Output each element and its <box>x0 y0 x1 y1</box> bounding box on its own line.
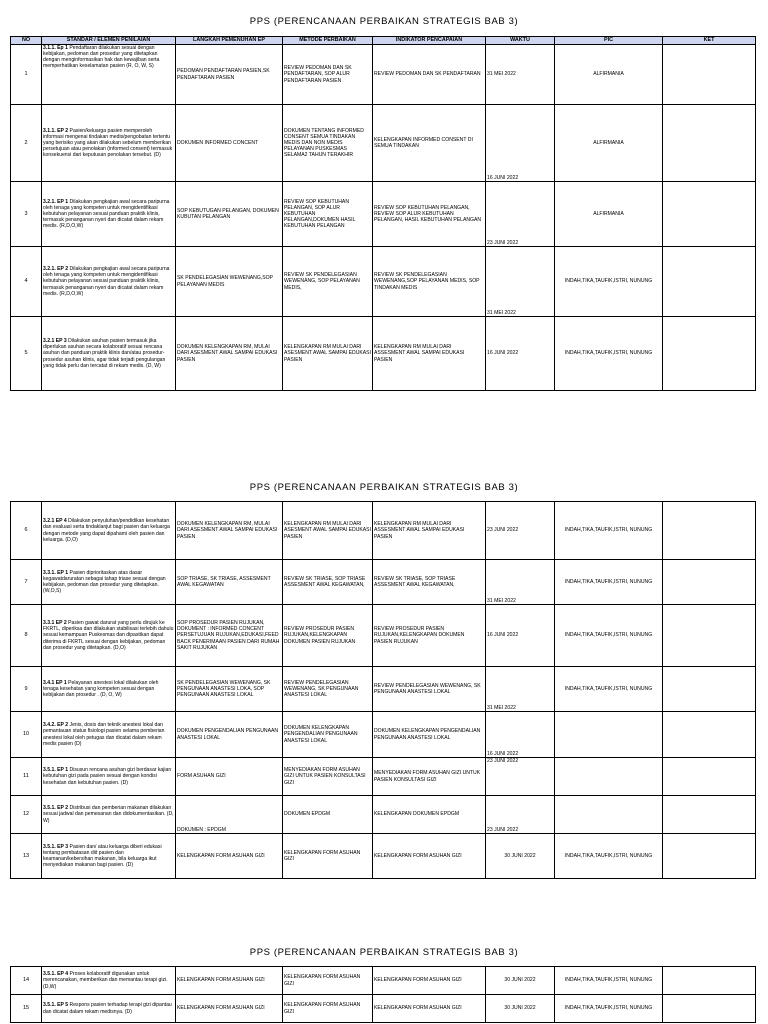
langkah-cell: KELENGKAPAN FORM ASUHAN GIZI <box>176 995 283 1023</box>
pic-cell: INDAH,TIKA,TAUFIK,ISTRI, NUNUNG <box>555 502 663 560</box>
indikator-cell: KELENGKAPAN FORM ASUHAN GIZI <box>373 967 486 995</box>
row-no: 6 <box>11 502 42 560</box>
waktu-cell: 23 JUNI 2022 <box>486 796 555 834</box>
ep-code: 3.5.1. EP 3 <box>43 843 69 850</box>
standar-cell <box>42 967 176 995</box>
ket-cell <box>663 605 756 667</box>
standar-cell <box>42 560 176 605</box>
pic-cell: INDAH,TIKA,TAUFIK,ISTRI, NUNUNG <box>555 605 663 667</box>
ep-code: 3.5.1. EP 4 <box>43 971 69 978</box>
row-no: 8 <box>11 605 42 667</box>
ep-text: Dilakukan pengkajian awal secara paripurna oleh tenaga yang kompeten untuk mengidentifikasi kebutuhan pelayanan sesuai panduan praktik klinis, termasuk penanganan nyeri dan dicatat dalam rekam medis. (R,D,O,W) <box>43 266 170 297</box>
ket-cell <box>663 995 756 1023</box>
langkah-cell: DOKUMEN INFORMED CONCENT <box>176 105 283 182</box>
waktu-cell: 16 JUNI 2022 <box>486 605 555 667</box>
col-header-ket: KET <box>663 37 756 45</box>
table-header-row <box>11 37 756 45</box>
indikator-cell: KELENGKAPAN FORM ASUHAN GIZI <box>373 995 486 1023</box>
ep-text: Respons pasien terhadap terapi gizi dipantau dan dicatat dalam rekam medisnya. (D) <box>43 1002 172 1015</box>
indikator-cell: KELENGKAPAN RM MULAI DARI ASSESMENT AWAL SAMPAI EDUKASI PASIEN <box>373 317 486 391</box>
metode-cell: KELENGKAPAN RM MULAI DARI ASESMENT AWAL SAMPAI EDUKASI PASIEN <box>283 317 373 391</box>
ep-code: 3.5.1. EP 5 <box>43 1002 69 1009</box>
pic-cell: INDAH,TIKA,TAUFIK,ISTRI, NUNUNG <box>555 995 663 1023</box>
pic-cell: INDAH,TIKA,TAUFIK,ISTRI, NUNUNG <box>555 834 663 879</box>
page-title: PPS (PERENCANAAN PERBAIKAN STRATEGIS BAB 3) <box>249 16 519 27</box>
langkah-cell: DOKUMEN KELENGKAPAN RM, MULAI DARI ASESMENT AWAL SAMPAI EDUKASI PASIEN <box>176 317 283 391</box>
ep-code: 3.4.1 EP 1 <box>43 679 67 686</box>
table-row <box>11 796 756 834</box>
metode-cell: DOKUMEN KELENGKAPAN PENGENDALIAN PENGUNAAN ANASTESI LOKAL <box>283 712 373 758</box>
standar-cell <box>42 758 176 796</box>
waktu-cell: 31 MEI 2022 <box>486 247 555 317</box>
metode-cell: REVIEW PROSEDUR PASIEN RUJUKAN,KELENGKAPAN DOKUMEN PASIEN RUJUKAN <box>283 605 373 667</box>
langkah-cell: SOP KEBUTUGAN PELANGAN, DOKUMEN KUBUTAN PELANGAN <box>176 182 283 247</box>
row-no: 5 <box>11 317 42 391</box>
metode-cell: REVIEW SK TRIASE, SOP TRIASE ASSESMENT AWAL KEGAWATAN, <box>283 560 373 605</box>
row-no: 4 <box>11 247 42 317</box>
waktu-cell: 31 MEI 2022 <box>486 45 555 105</box>
pic-cell: INDAH,TIKA,TAUFIK,ISTRI, NUNUNG <box>555 247 663 317</box>
langkah-cell: SK PENDELEGASIAN WEWENANG,SOP PELAYANAN MEDIS <box>176 247 283 317</box>
standar-cell <box>42 247 176 317</box>
pic-cell <box>555 796 663 834</box>
indikator-cell: KELENGKAPAN RM MULAI DARI ASSESMENT AWAL SAMPAI EDUKASI PASIEN <box>373 502 486 560</box>
standar-cell <box>42 605 176 667</box>
col-header-indikator: INDIKATOR PENCAPAIAN <box>373 37 486 45</box>
indikator-cell: KELENGKAPAN DOKUMEN EPDGM <box>373 796 486 834</box>
metode-cell: DOKUMEN TENTANG INFORMED CONSENT SEMUA TINDAKAN MEDIS DAN NON MEDIS PELAYANAN PUSKESMAS SELAMA2 TAHUN TERAKHIR <box>283 105 373 182</box>
col-header-standar: STANDAR / ELEMEN PENILAIAN <box>42 37 176 45</box>
ep-text: Proses kolaboratif digunakan untuk merencanakan, memberikan dan memantau terapi gizi. (D,W) <box>43 971 168 990</box>
col-header-no: NO <box>11 37 42 45</box>
ep-code: 3.2.1 EP 3 <box>43 338 67 345</box>
ep-code: 3.4.2. EP 2 <box>43 722 69 729</box>
table-row <box>11 45 756 105</box>
ep-code: 3.1.1. EP 2 <box>43 127 69 134</box>
ep-text: Pasien diprioritaskan atas dasar kegawatdaruratan sebagai tahap triase sesuai dengan kebijakan, pedoman dan prosedur yang ditetapkan. (W,O,S) <box>43 569 166 595</box>
indikator-cell: REVIEW PENDELEGASIAN WEWENANG, SK PENGUNAAN ANASTESI LOKAL <box>373 667 486 712</box>
table-row <box>11 247 756 317</box>
ket-cell <box>663 967 756 995</box>
table-row <box>11 995 756 1023</box>
langkah-cell: DOKUMEN : EPDGM <box>176 796 283 834</box>
standar-cell <box>42 45 176 105</box>
metode-cell: REVIEW PEDOMAN DAN SK PENDAFTARAN, SOP ALUR PENDAFTARAN PASIEN <box>283 45 373 105</box>
pic-cell: ALFIRMANIA <box>555 105 663 182</box>
ket-cell <box>663 560 756 605</box>
standar-cell <box>42 182 176 247</box>
metode-cell: DOKUMEN EPDGM <box>283 796 373 834</box>
ket-cell <box>663 834 756 879</box>
langkah-cell: SOP PROSEDUR PASIEN RUJUKAN, DOKUMENT : INFORMED CONCENT PERSETUJUAN RUJUKAN,EDUKASI,FEED BACK PENERIMAAN PASIEN DARI RUMAH SAKIT RUJUKAN <box>176 605 283 667</box>
ep-code: 3.5.1. EP 1 <box>43 767 69 774</box>
row-no: 7 <box>11 560 42 605</box>
pps-table-2 <box>10 501 756 879</box>
waktu-cell: 16 JUNI 2022 <box>486 712 555 758</box>
ep-code: 3.2.1 EP 4 <box>43 518 67 525</box>
indikator-cell: REVIEW PROSEDUR PASIEN RUJUKAN,KELENGKAPAN DOKUMEN PASIEN RUJUKAN <box>373 605 486 667</box>
langkah-cell: PEDOMAN PENDAFTARAN PASIEN,SK PENDAFTARAN PASIEN <box>176 45 283 105</box>
standar-cell <box>42 995 176 1023</box>
indikator-cell: KELENGKAPAN INFORMED CONSENT DI SEMUA TINDAKAN <box>373 105 486 182</box>
metode-cell: REVIEW SOP KEBUTUHAN PELANGAN, SOP ALUR KEBUTUHAN PELANGAN,DOKUMEN HASIL KEBUTUHAN PELANGAN <box>283 182 373 247</box>
pic-cell: ALFIRMANIA <box>555 45 663 105</box>
waktu-cell: 30 JUNI 2022 <box>486 967 555 995</box>
ket-cell <box>663 317 756 391</box>
indikator-cell: REVIEW SK PENDELEGASIAN WEWENANG,SOP PELAYANAN MEDIS, SOP TINDAKAN MEDIS <box>373 247 486 317</box>
ep-text: Pasien/keluarga pasien memperoleh informasi mengenai tindakan medis/pengobatan tertentu yang berisiko yang akan dilakukan sebelum memberikan persetujuan atau penolakan (informed consent) termasuk konsekuensi dari keputusan penolakan tersebut. (D) <box>43 127 173 159</box>
ep-text: Pasien dan/ atau keluarga diberi edukasi tentang pembatasan diit pasien dan keamanan/kebersihan makanan, bila keluarga ikut menyediakan makanan bagi pasien. (D) <box>43 843 162 869</box>
metode-cell: REVIEW PENDELEGASIAN WEWENANG, SK PENGUNAAN ANASTESI LOKAL <box>283 667 373 712</box>
indikator-cell: DOKUMEN KELENGKAPAN PENGENDALIAN PENGUNAAN ANASTESI LOKAL <box>373 712 486 758</box>
pps-table-1 <box>10 36 756 391</box>
ep-text: Pelayanan anestesi lokal dilakukan oleh tenaga kesehatan yang kompeten sesuai dengan kebijakan dan prosedur . (D, O, W) <box>43 679 159 699</box>
metode-cell: REVIEW SK PENDELEGASIAN WEWENANG, SOP PELAYANAN MEDIS, <box>283 247 373 317</box>
indikator-cell: REVIEW SK TRIASE, SOP TRIASE ASSESMENT AWAL KEGAWATAN, <box>373 560 486 605</box>
ep-text: Jenis, dosis dan teknik anestesi lokal dan pemantauan status fisiologi pasien selama pemberian anestesi lokal oleh petugas dan dicatat dalam rekam medis pasien (D) <box>43 722 165 747</box>
indikator-cell: REVIEW PEDOMAN DAN SK PENDAFTARAN <box>373 45 486 105</box>
page-title: PPS (PERENCANAAN PERBAIKAN STRATEGIS BAB 3) <box>249 482 519 493</box>
row-no: 2 <box>11 105 42 182</box>
row-no: 15 <box>11 995 42 1023</box>
ket-cell <box>663 796 756 834</box>
waktu-cell: 23 JUNI 2022 <box>486 758 555 796</box>
pic-cell: INDAH,TIKA,TAUFIK,ISTRI, NUNUNG <box>555 560 663 605</box>
ep-text: Pasien gawat darurat yang perlu dirujuk ke FKRTL, diperiksa dan dilakukan stabilisasi terlebih dahulu sesuai kemampuan Puskesmas dan dipastikan dapat diterima di FKRTL sesuai dengan kebijakan, pedoman dan prosedur yang ditetapkan. (D,O) <box>43 620 174 651</box>
row-no: 14 <box>11 967 42 995</box>
ket-cell <box>663 758 756 796</box>
langkah-cell: SOP TRIASE, SK TRIASE, ASSESMENT AWAL KEGAWATAN <box>176 560 283 605</box>
standar-cell <box>42 667 176 712</box>
ep-code: 3.2.1. EP 1 <box>43 198 69 205</box>
waktu-cell: 16 JUNI 2022 <box>486 317 555 391</box>
indikator-cell: REVIEW SOP KEBUTUHAN PELANGAN, REVIEW SOP ALUR KEBUTUHAN PELANGAN, HASIL KEBUTUHAN PELANGAN <box>373 182 486 247</box>
ep-text: Dilakukan penyuluhan/pendidikan kesehatan dan evaluasi serta tindaklanjut bagi pasien dan keluarga dengan metode yang dapat dipahami oleh pasien dan keluarga. (D,O) <box>43 518 170 543</box>
table-row <box>11 317 756 391</box>
metode-cell: KELENGKAPAN RM MULAI DARI ASESMENT AWAL SAMPAI EDUKASI PASIEN <box>283 502 373 560</box>
page-title: PPS (PERENCANAAN PERBAIKAN STRATEGIS BAB 3) <box>249 947 519 958</box>
ket-cell <box>663 502 756 560</box>
metode-cell: KELENGKAPAN FORM ASUHAN GIZI <box>283 967 373 995</box>
row-no: 10 <box>11 712 42 758</box>
pic-cell: ALFIRMANIA <box>555 182 663 247</box>
ket-cell <box>663 712 756 758</box>
row-no: 11 <box>11 758 42 796</box>
pps-table-3 <box>10 966 756 1023</box>
ket-cell <box>663 105 756 182</box>
standar-cell <box>42 502 176 560</box>
col-header-waktu: WAKTU <box>486 37 555 45</box>
metode-cell: KELENGKAPAN FORM ASUHAN GIZI <box>283 834 373 879</box>
waktu-cell: 31 MEI 2022 <box>486 560 555 605</box>
indikator-cell: MENYEDIAKAN FORM ASUHAN GIZI UNTUK PASIEN KONSULTASI GIZI <box>373 758 486 796</box>
pic-cell <box>555 712 663 758</box>
ep-text: Dilakukan asuhan pasien termasuk jika diperlukan asuhan secara kolaboratif sesuai rencana asuhan dan panduan praktik klinis dan/atau prosedur-prosedur asuhan klinis, agar tidak terjadi pengulangan yang tidak perlu dan tercatat di rekam medis. (D, W) <box>43 338 166 369</box>
row-no: 12 <box>11 796 42 834</box>
pic-cell <box>555 758 663 796</box>
table-row <box>11 560 756 605</box>
standar-cell <box>42 105 176 182</box>
ket-cell <box>663 45 756 105</box>
ket-cell <box>663 247 756 317</box>
table-row <box>11 667 756 712</box>
waktu-cell: 23 JUNI 2022 <box>486 502 555 560</box>
langkah-cell: DOKUMEN KELENGKAPAN RM, MULAI DARI ASESMENT AWAL SAMPAI EDUKASI PASIEN <box>176 502 283 560</box>
langkah-cell: SK PENDELEGASIAN WEWENANG, SK PENGUNAAN ANASTESI LOKA, SOP PENGUNAAN ANASTESI LOKAL <box>176 667 283 712</box>
waktu-cell: 30 JUNI 2022 <box>486 995 555 1023</box>
table-row <box>11 502 756 560</box>
col-header-langkah: LANGKAH PEMENUHAN EP <box>176 37 283 45</box>
table-row <box>11 105 756 182</box>
row-no: 9 <box>11 667 42 712</box>
pic-cell: INDAH,TIKA,TAUFIK,ISTRI, NUNUNG <box>555 967 663 995</box>
ep-text: Dilakukan pengkajian awal secara paripurna oleh tenaga yang kompeten untuk mengidentifikasi kebutuhan pelayanan sesuai panduan praktik klinis, termasuk penanganan nyeri dan dicatat dalam rekam medis. (R,D,O,W) <box>43 198 170 230</box>
langkah-cell: KELENGKAPAN FORM ASUHAN GIZI <box>176 834 283 879</box>
langkah-cell: KELENGKAPAN FORM ASUHAN GIZI <box>176 967 283 995</box>
table-row <box>11 605 756 667</box>
row-no: 13 <box>11 834 42 879</box>
standar-cell <box>42 317 176 391</box>
waktu-cell: 30 JUNI 2022 <box>486 834 555 879</box>
ep-text: Pendaftaran dilakukan sesuai dengan kebijakan, pedoman dan prosedur yang ditetapkan dengan menginformasikan hak dan kewajiban serta memperhatikan keselamatan pasien (R, O, W, S) <box>43 45 160 70</box>
metode-cell: MENYEDIAKAN FORM ASUHAN GIZI UNTUK PASIEN KONSULTASI GIZI <box>283 758 373 796</box>
metode-cell: KELENGKAPAN FORM ASUHAN GIZI <box>283 995 373 1023</box>
table-row <box>11 182 756 247</box>
pic-cell: INDAH,TIKA,TAUFIK,ISTRI, NUNUNG <box>555 667 663 712</box>
pic-cell: INDAH,TIKA,TAUFIK,ISTRI, NUNUNG <box>555 317 663 391</box>
waktu-cell: 23 JUNI 2022 <box>486 182 555 247</box>
ep-text: Disusun rencana asuhan gizi berdasar kajian kebutuhan gizi pada pasien sesuai dengan kondisi kesehatan dan kebutuhan pasien. (D) <box>43 767 172 786</box>
table-row <box>11 834 756 879</box>
col-header-metode: METODE PERBAIKAN <box>283 37 373 45</box>
langkah-cell: DOKUMEN PENGENDALIAN PENGUNAAN ANASTESI LOKAL <box>176 712 283 758</box>
ket-cell <box>663 182 756 247</box>
row-no: 3 <box>11 182 42 247</box>
langkah-cell: FORM ASUHAN GIZI <box>176 758 283 796</box>
col-header-pic: PIC <box>555 37 663 45</box>
waktu-cell: 16 JUNI 2022 <box>486 105 555 182</box>
table-row <box>11 967 756 995</box>
ket-cell <box>663 667 756 712</box>
ep-code: 3.2.1. EP 2 <box>43 266 69 273</box>
ep-text: Distribusi dan pemberian makanan dilakukan sesuai jadwal dan pemesanan dan didokumentasikan. (D, W) <box>43 805 174 824</box>
standar-cell <box>42 796 176 834</box>
standar-cell <box>42 712 176 758</box>
standar-cell <box>42 834 176 879</box>
indikator-cell: KELENGKAPAN FORM ASUHAN GIZI <box>373 834 486 879</box>
table-row <box>11 758 756 796</box>
table-row <box>11 712 756 758</box>
row-no: 1 <box>11 45 42 105</box>
waktu-cell: 31 MEI 2022 <box>486 667 555 712</box>
ep-code: 3.5.1. EP 2 <box>43 805 69 812</box>
ep-code: 3.1.1. Ep 1 <box>43 45 68 51</box>
ep-code: 3.3.1. EP 1 <box>43 569 69 576</box>
ep-code: 3.3.1 EP 2 <box>43 620 67 627</box>
